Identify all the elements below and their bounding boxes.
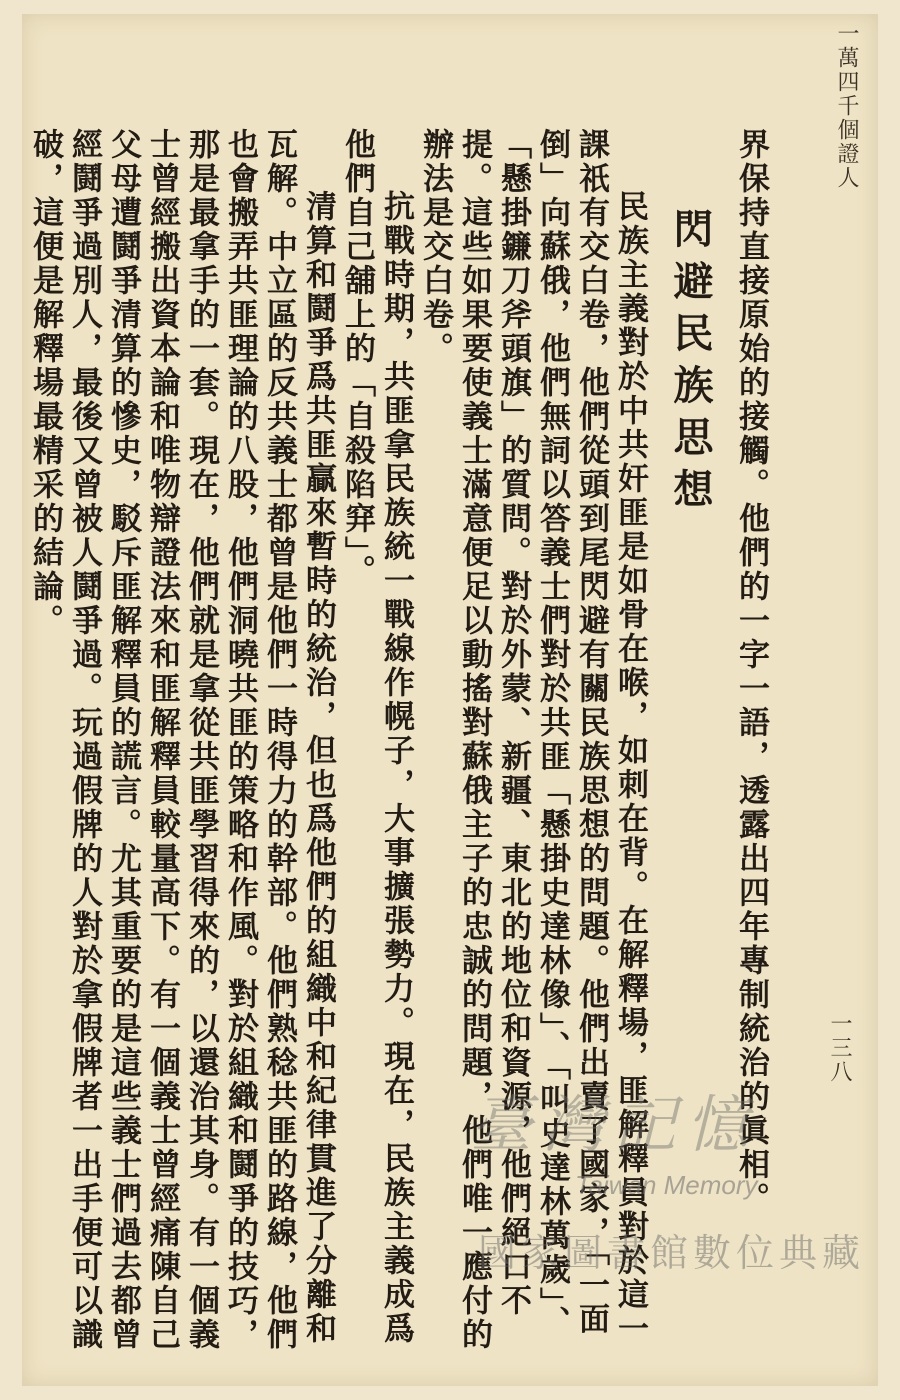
page-number: 一三八 xyxy=(827,1012,852,1084)
section-heading: 閃避民族思想 xyxy=(667,208,714,520)
paragraph: 清算和鬪爭爲共匪贏來暫時的統治，但也爲他們的組織中和紀律貫進了分離和瓦解。中立區的反共義士都曾是他們一時得力的幹部。他們熟稔共匪的路線，他們也會搬弄共匪理論的八股，他們洞曉共匪的策略和作風。對於組織和鬪爭的技巧，那是最拿手的一套。現在，他們就是拿從共匪學習得來的，以還治其身。有一個義士曾經搬出資本論和唯物辯證法來和匪解釋員較量高下。有一個義士曾經痛陳自己父母遭鬪爭清算的慘史，駁斥匪解釋員的謊言。尤其重要的是這些義士們過去都曾經鬪爭過別人，最後又曾被人鬪爭過。玩過假牌的人對於拿假牌者一出手便可以識破，這便是解釋場最精采的結論。 xyxy=(27,128,336,1352)
watermark-institution: 國家圖書館數位典藏 xyxy=(478,1231,866,1275)
paragraph: 界保持直接原始的接觸。他們的一字一語，透露出四年專制統治的眞相。 xyxy=(733,128,769,1216)
watermark-logo-text: 臺灣記憶 xyxy=(470,1088,759,1161)
paragraph: 民族主義對於中共奸匪是如骨在喉，如刺在背。在解釋場，匪解釋員對於這一課祇有交白卷，他們從頭到尾閃避有關民族思想的問題。他們出賣了國家，「一面倒」向蘇俄，他們無詞以答義士們對於共匪「懸掛史達林像」、「叫史達林萬歲」、「懸掛鐮刀斧頭旗」的質問。對於外蒙、新疆、東北的地位和資源，他們絕口不提。這些如果要使義士滿意便足以動搖對蘇俄主子的忠誠的問題，他們唯一應付的辦法是交白卷。 xyxy=(417,128,648,1352)
watermark-english: Taiwan Memory xyxy=(575,1170,758,1200)
running-header: 一萬四千個證人 xyxy=(834,22,859,190)
paragraph: 抗戰時期，共匪拿民族統一戰線作幌子，大事擴張勢力。現在，民族主義成爲他們自己舖上的「自殺陷穽」。 xyxy=(339,128,414,1346)
